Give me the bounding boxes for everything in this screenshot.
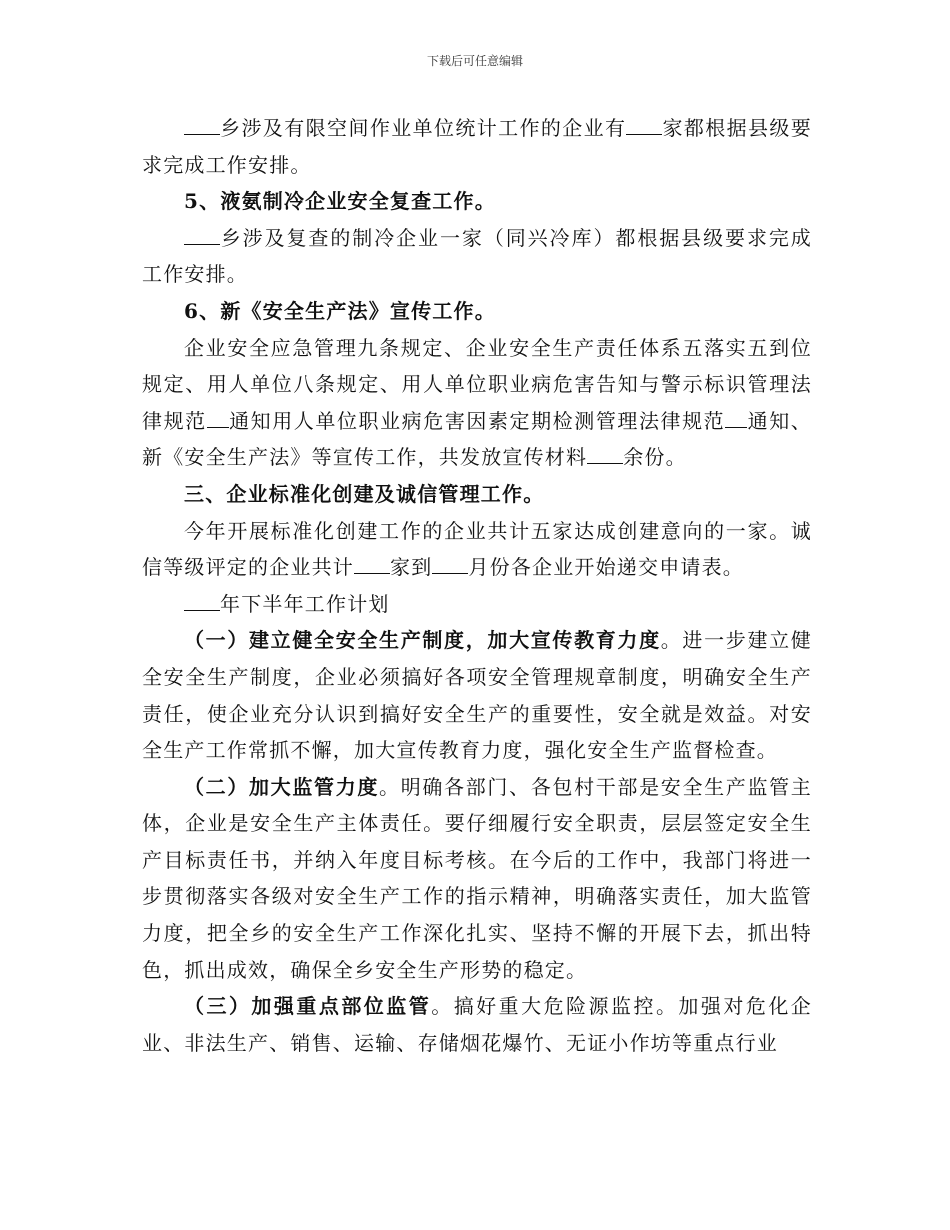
section-lead: （三）加强重点部位监管 [184, 994, 432, 1019]
section-lead: （一）建立健全安全生产制度，加大宣传教育力度 [184, 628, 661, 653]
text-run: 月份各企业开始递交申请表。 [468, 555, 745, 580]
paragraph-standardization [142, 513, 812, 586]
text-run: 企业安全应急管理九条规定、企业安全生产责任体系五落实五到位规定、用人单位八条规定、用人单位职业病危害告知与警示标识管理法律规范 [142, 335, 812, 433]
section-key-areas [142, 988, 812, 1061]
blank-underline [184, 243, 220, 245]
blank-underline [432, 572, 468, 574]
page-header: 下载后可任意编辑 [426, 54, 523, 68]
paragraph-confined-space [142, 110, 812, 183]
text-run: 家都根据县级要求完成工作安排。 [142, 116, 812, 177]
text-run: 乡涉及有限空间作业单位统计工作的企业有 [220, 116, 627, 140]
text-run: 年下半年工作计划 [220, 591, 390, 616]
paragraph-refrigeration-recheck [142, 220, 812, 293]
heading-standardization: 三、企业标准化创建及诚信管理工作。 [184, 481, 545, 506]
blank-underline [184, 609, 220, 611]
text-run: 家到 [390, 555, 433, 580]
section-body: 。明确各部门、各包村干部是安全生产监管主体，企业是安全生产主体责任。要仔细履行安全职责，层层签定安全生产目标责任书，并纳入年度目标考核。在今后的工作中，我部门将进一步贯彻落实各级对安全生产工作的指示精神，明确落实责任，加大监管力度，把全乡的安全生产工作深化扎实、坚持不懈的开展下去，抓出特色，抓出成效，确保全乡安全生产形势的稳定。 [142, 774, 812, 982]
paragraph-work-plan-title [142, 586, 812, 623]
text-run: 通知用人单位职业病危害因素定期检测管理法律规范 [228, 408, 726, 433]
section-safety-system [142, 622, 812, 768]
section-lead: （二）加大监管力度 [184, 774, 380, 799]
heading-safety-law-publicity: 6、新《安全生产法》宣传工作。 [184, 298, 496, 323]
text-run: 乡涉及复查的制冷企业一家（同兴冷库）都根据县级要求完成工作安排。 [142, 225, 812, 287]
section-body: 。进一步建立健全安全生产制度，企业必须搞好各项安全管理规章制度，明确安全生产责任，使企业充分认识到搞好安全生产的重要性，安全就是效益。对安全生产工作常抓不懈，加大宣传教育力度，强化安全生产监督检查。 [142, 628, 812, 763]
paragraph-publicity-details [142, 330, 812, 476]
blank-underline [725, 426, 747, 428]
blank-underline [587, 462, 623, 464]
text-run: 通知、新《安全生产法》等宣传工作，共发放宣传材料 [142, 408, 812, 470]
heading-ammonia-refrigeration: 5、液氨制冷企业安全复查工作。 [184, 189, 496, 214]
blank-underline [354, 572, 390, 574]
blank-underline [207, 426, 229, 428]
section-body: 。搞好重大危险源监控。加强对危化企业、非法生产、销售、运输、存储烟花爆竹、无证小作坊等重点行业 [142, 994, 812, 1055]
blank-underline [184, 133, 220, 135]
text-run: 余份。 [623, 445, 687, 470]
section-supervision [142, 769, 812, 989]
blank-underline [626, 133, 662, 135]
document-body [142, 110, 812, 1061]
text-run: 今年开展标准化创建工作的企业共计五家达成创建意向的一家。诚信等级评定的企业共计 [142, 518, 812, 580]
